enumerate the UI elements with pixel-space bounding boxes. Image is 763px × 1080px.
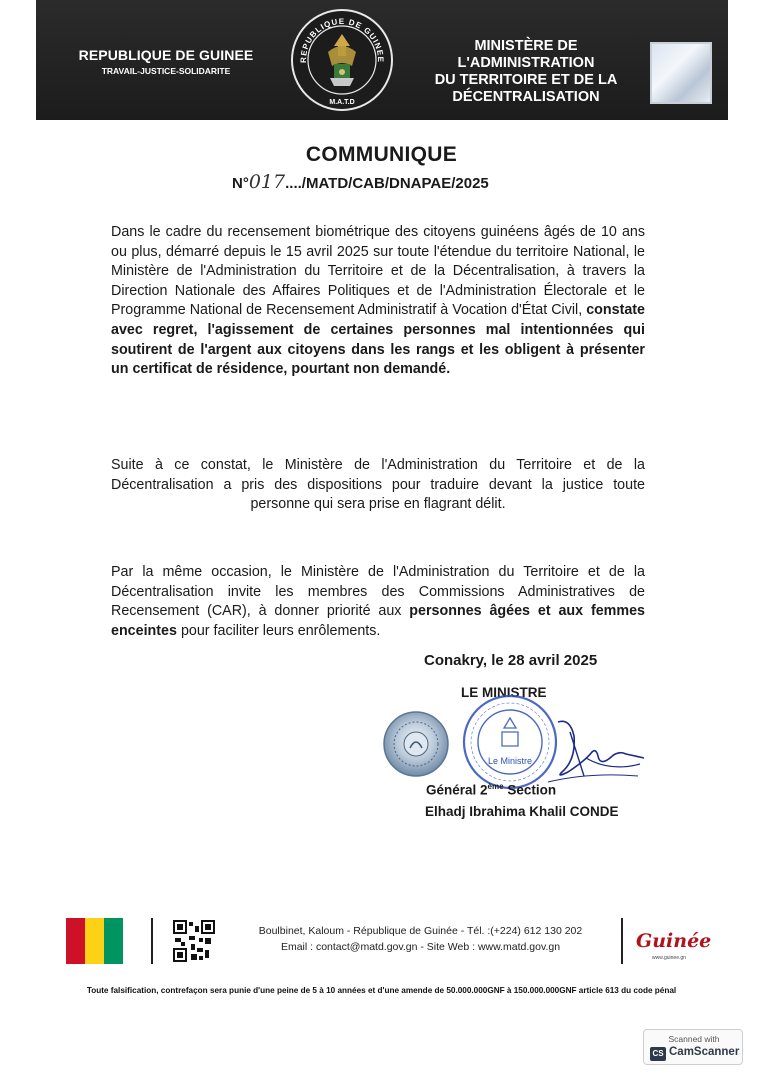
ref-suffix: /MATD/CAB/DNAPAE/2025	[301, 175, 489, 192]
contact-email-web: Email : contact@matd.gov.gn - Site Web : www.matd.gov.gn	[280, 941, 561, 953]
scanned-with-label: Scanned with	[668, 1034, 720, 1044]
seal-top-text: REPUBLIQUE DE GUINEE	[298, 16, 386, 63]
issue-date: Conakry, le 28 avril 2025	[424, 652, 598, 669]
qr-code-icon	[173, 920, 215, 962]
ministry-name-line3: DÉCENTRALISATION	[452, 89, 600, 105]
rank-end: Section	[503, 782, 557, 798]
signatory-rank	[426, 782, 556, 798]
ref-prefix: N°	[232, 175, 249, 192]
rank-text: Général 2	[426, 782, 488, 798]
flag-stripe-yellow	[85, 918, 104, 964]
flag-stripe-red	[66, 918, 85, 964]
paragraph-3	[111, 563, 645, 641]
country-name: REPUBLIQUE DE GUINEE	[78, 47, 254, 63]
hologram-sticker-icon	[650, 42, 712, 104]
guinee-brand-logo	[636, 924, 712, 964]
flag-stripe-green	[104, 918, 123, 964]
national-motto: TRAVAIL-JUSTICE-SOLIDARITE	[101, 66, 231, 76]
legal-warning: Toute falsification, contrefaçon sera punie d'une peine de 5 à 10 années et d'une amende de 50.000.000GNF à 150.000.000GNF article 613 du code pénal	[86, 986, 677, 995]
ministry-name-line2: DU TERRITOIRE ET DE LA	[434, 72, 618, 88]
ministry-seal-icon	[288, 6, 396, 114]
ref-handwritten-number: 017	[248, 171, 286, 193]
letterhead-banner	[36, 0, 728, 120]
footer-divider-right	[621, 918, 623, 964]
guinea-flag-icon	[66, 918, 123, 964]
logo-subtext: www.guinee.gn	[652, 955, 686, 961]
country-block	[76, 47, 256, 76]
signatory-name: Elhadj Ibrahima Khalil CONDE	[425, 804, 619, 819]
camscanner-name: CamScanner	[669, 1046, 740, 1058]
document-title: COMMUNIQUE	[305, 143, 458, 166]
paragraph-3-bold: personnes âgées et aux femmes enceintes	[111, 603, 645, 639]
paragraph-2-text: Suite à ce constat, le Ministère de l'Administration du Territoire et de la Décentralisation a pris des dispositions pour traduire devant la justice toute personne qui sera prise en flagrant délit.	[111, 457, 645, 513]
footer-divider	[151, 918, 153, 964]
camscanner-badge	[643, 1029, 743, 1065]
camscanner-logo-icon: CS	[650, 1047, 666, 1061]
paragraph-1	[111, 223, 645, 380]
handwritten-signature	[540, 712, 650, 792]
paragraph-3-text: Par la même occasion, le Ministère de l'Administration du Territoire et de la Décentralisation invite les membres des Commissions Administratives de Recensement (CAR), à donner priorité aux	[111, 564, 645, 620]
paragraph-1-bold: constate avec regret, l'agissement de certaines personnes mal intentionnées qui soutirent de l'argent aux citoyens dans les rangs et les obligent à présenter un certificat de résidence, pourtant non demandé.	[111, 302, 645, 378]
rank-sup: ème	[487, 782, 504, 791]
paragraph-3-end: pour faciliter leurs enrôlements.	[176, 622, 381, 639]
ministry-name	[416, 38, 636, 106]
ref-dots: ....	[285, 175, 302, 192]
ministry-name-line1: MINISTÈRE DE L'ADMINISTRATION	[457, 38, 595, 71]
reference-number	[232, 171, 489, 193]
contact-address: Boulbinet, Kaloum - République de Guinée - Tél. :(+224) 612 130 202	[258, 925, 583, 937]
paragraph-1-text: Dans le cadre du recensement biométrique des citoyens guinéens âgés de 10 ans ou plus, démarré depuis le 15 avril 2025 sur toute l'étendue du territoire National, le Ministère de l'Administration du Territoire et de la Décentralisation, à travers la Direction Nationale des Affaires Politiques et de l'Administration Électorale et le Programme National de Recensement Administratif à Vocation d'État Civil,	[111, 224, 645, 319]
signatory-title: LE MINISTRE	[461, 685, 547, 700]
holographic-seal-icon	[382, 710, 450, 778]
paragraph-2	[111, 456, 645, 515]
stamp-label: Le Ministre	[487, 756, 533, 766]
contact-info	[228, 923, 613, 955]
seal-bottom-text: M.A.T.D	[329, 99, 355, 106]
logo-text: Guinée	[636, 930, 712, 952]
